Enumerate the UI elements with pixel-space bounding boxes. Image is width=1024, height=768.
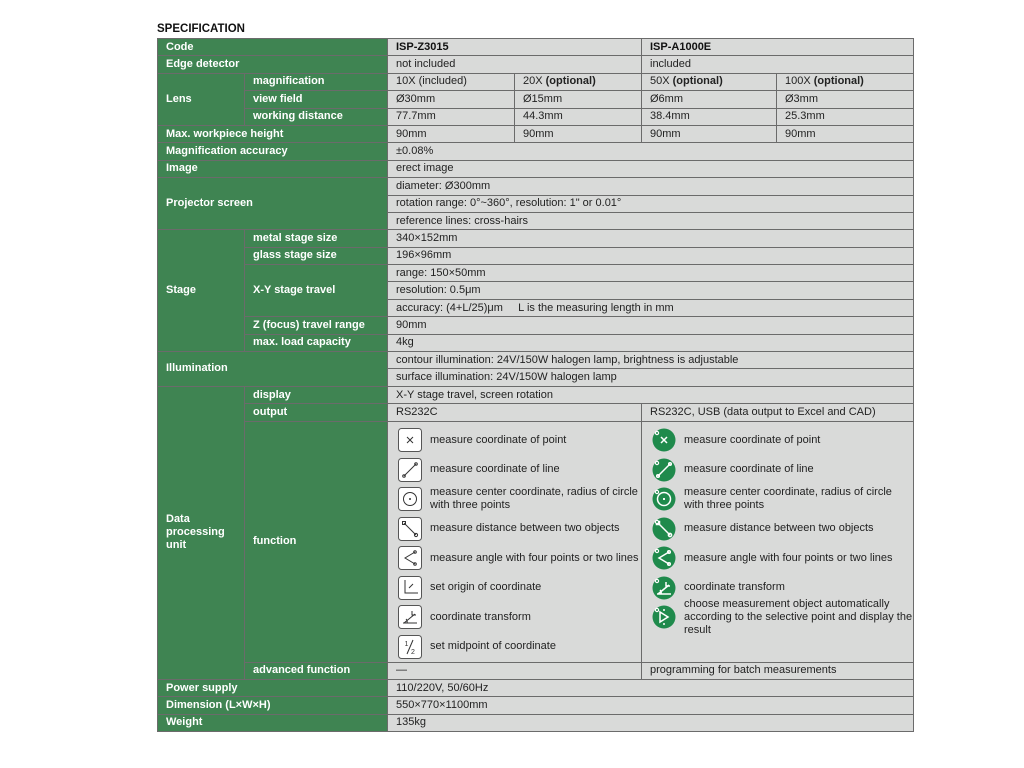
model-b-name: ISP-A1000E xyxy=(642,39,914,56)
function-label: set midpoint of coordinate xyxy=(430,640,556,653)
circle-icon xyxy=(652,487,676,511)
stage-metal-row xyxy=(158,230,914,247)
function-label: measure coordinate of line xyxy=(684,463,814,476)
output-a: RS232C xyxy=(388,404,642,421)
sub-label-working-distance: working distance xyxy=(245,108,388,125)
function-item xyxy=(398,573,641,603)
weight-row xyxy=(158,714,914,731)
stage-xy-row-1 xyxy=(158,265,914,282)
function-item xyxy=(398,514,641,544)
group-label-lens: Lens xyxy=(158,73,245,125)
transform-icon xyxy=(398,605,422,629)
lens-value: 44.3mm xyxy=(515,108,642,125)
row-label-edge-detector: Edge detector xyxy=(158,56,388,73)
angle-icon xyxy=(398,546,422,570)
metal-stage-value: 340×152mm xyxy=(388,230,914,247)
row-label-mag-accuracy: Magnification accuracy xyxy=(158,143,388,160)
function-label: measure coordinate of line xyxy=(430,463,560,476)
xy-travel-value: accuracy: (4+L/25)μm L is the measuring length in mm xyxy=(388,299,914,316)
sub-label-glass-stage: glass stage size xyxy=(245,247,388,264)
function-item xyxy=(398,485,641,515)
mag-accuracy-value: ±0.08% xyxy=(388,143,914,160)
origin-icon xyxy=(398,576,422,600)
max-height-row xyxy=(158,125,914,142)
power-value: 110/220V, 50/60Hz xyxy=(388,679,914,696)
sub-label-z-travel: Z (focus) travel range xyxy=(245,317,388,334)
function-label: choose measurement object automatically according to the selective point and display the result xyxy=(684,597,913,636)
projector-value: rotation range: 0°~360°, resolution: 1" or 0.01° xyxy=(388,195,914,212)
illumination-row-1 xyxy=(158,352,914,369)
row-label-code: Code xyxy=(158,39,388,56)
function-label: measure coordinate of point xyxy=(684,433,821,446)
sub-label-view-field: view field xyxy=(245,91,388,108)
mag-accuracy-row xyxy=(158,143,914,160)
transform-icon xyxy=(652,576,676,600)
projector-row-1 xyxy=(158,178,914,195)
function-item xyxy=(652,455,913,485)
sub-label-function: function xyxy=(245,421,388,662)
z-travel-value: 90mm xyxy=(388,317,914,334)
point-icon xyxy=(652,428,676,452)
svg-text:1: 1 xyxy=(404,640,409,648)
line-icon xyxy=(398,458,422,482)
midpoint-icon xyxy=(398,635,422,659)
dimension-row xyxy=(158,697,914,714)
advanced-b: programming for batch measurements xyxy=(642,662,914,679)
max-height-value: 90mm xyxy=(515,125,642,142)
row-label-illumination: Illumination xyxy=(158,352,388,387)
row-label-weight: Weight xyxy=(158,714,388,731)
group-label-stage: Stage xyxy=(158,230,245,352)
function-item xyxy=(652,426,913,456)
max-height-value: 90mm xyxy=(777,125,914,142)
max-height-value: 90mm xyxy=(388,125,515,142)
row-label-power-supply: Power supply xyxy=(158,679,388,696)
function-item xyxy=(652,597,913,636)
function-label: measure angle with four points or two lines xyxy=(684,551,893,564)
lens-working-distance-row xyxy=(158,108,914,125)
max-load-value: 4kg xyxy=(388,334,914,351)
edge-detector-row xyxy=(158,56,914,73)
sub-label-metal-stage: metal stage size xyxy=(245,230,388,247)
specification-table xyxy=(157,38,914,732)
row-label-max-height: Max. workpiece height xyxy=(158,125,388,142)
dimension-value: 550×770×1100mm xyxy=(388,697,914,714)
point-icon xyxy=(398,428,422,452)
group-label-data-processing-unit: Data processing unit xyxy=(158,386,245,679)
edge-detector-a: not included xyxy=(388,56,642,73)
illumination-value: surface illumination: 24V/150W halogen lamp xyxy=(388,369,914,386)
power-row xyxy=(158,679,914,696)
display-value: X-Y stage travel, screen rotation xyxy=(388,386,914,403)
function-list-b-cell xyxy=(642,421,914,662)
lens-value: 20X (optional) xyxy=(515,73,642,90)
function-item xyxy=(652,544,913,574)
lens-value: Ø6mm xyxy=(642,91,777,108)
edge-detector-b: included xyxy=(642,56,914,73)
document-title: SPECIFICATION xyxy=(157,23,245,35)
lens-value: Ø3mm xyxy=(777,91,914,108)
dpu-display-row xyxy=(158,386,914,403)
function-label: measure angle with four points or two lines xyxy=(430,551,639,564)
row-label-dimension: Dimension (L×W×H) xyxy=(158,697,388,714)
sub-label-display: display xyxy=(245,386,388,403)
max-height-value: 90mm xyxy=(642,125,777,142)
sub-label-max-load: max. load capacity xyxy=(245,334,388,351)
illumination-value: contour illumination: 24V/150W halogen lamp, brightness is adjustable xyxy=(388,352,914,369)
sub-label-xy-travel: X-Y stage travel xyxy=(245,265,388,317)
angle-icon xyxy=(652,546,676,570)
row-label-projector-screen: Projector screen xyxy=(158,178,388,230)
function-label: measure center coordinate, radius of circle with three points xyxy=(430,486,638,512)
header-row xyxy=(158,39,914,56)
function-label: measure distance between two objects xyxy=(430,522,620,535)
function-label: set origin of coordinate xyxy=(430,581,542,594)
sub-label-output: output xyxy=(245,404,388,421)
circle-icon xyxy=(398,487,422,511)
xy-travel-value: resolution: 0.5μm xyxy=(388,282,914,299)
lens-value: Ø15mm xyxy=(515,91,642,108)
image-row xyxy=(158,160,914,177)
svg-text:2: 2 xyxy=(411,648,415,656)
function-label: measure center coordinate, radius of circle with three points xyxy=(684,486,892,512)
function-item xyxy=(398,544,641,574)
lens-view-field-row xyxy=(158,91,914,108)
auto-select-icon xyxy=(652,605,676,629)
function-list-a-cell xyxy=(388,421,642,662)
lens-value: 10X (included) xyxy=(388,73,515,90)
function-item xyxy=(398,455,641,485)
projector-value: reference lines: cross-hairs xyxy=(388,212,914,229)
xy-travel-value: range: 150×50mm xyxy=(388,265,914,282)
function-label: measure coordinate of point xyxy=(430,433,567,446)
weight-value: 135kg xyxy=(388,714,914,731)
line-icon xyxy=(652,458,676,482)
row-label-image: Image xyxy=(158,160,388,177)
function-label: measure distance between two objects xyxy=(684,522,874,535)
projector-value: diameter: Ø300mm xyxy=(388,178,914,195)
function-item xyxy=(652,514,913,544)
stage-load-row xyxy=(158,334,914,351)
function-item xyxy=(398,426,641,456)
lens-value: 38.4mm xyxy=(642,108,777,125)
stage-z-row xyxy=(158,317,914,334)
model-a-name: ISP-Z3015 xyxy=(388,39,642,56)
lens-value: 25.3mm xyxy=(777,108,914,125)
glass-stage-value: 196×96mm xyxy=(388,247,914,264)
stage-glass-row xyxy=(158,247,914,264)
function-label: coordinate transform xyxy=(684,581,785,594)
image-value: erect image xyxy=(388,160,914,177)
lens-value: 77.7mm xyxy=(388,108,515,125)
dpu-output-row xyxy=(158,404,914,421)
dpu-function-row xyxy=(158,421,914,662)
lens-value: Ø30mm xyxy=(388,91,515,108)
dpu-advanced-row xyxy=(158,662,914,679)
distance-icon xyxy=(398,517,422,541)
lens-value: 100X (optional) xyxy=(777,73,914,90)
advanced-a: — xyxy=(388,662,642,679)
lens-value: 50X (optional) xyxy=(642,73,777,90)
distance-icon xyxy=(652,517,676,541)
function-list-a xyxy=(388,422,641,662)
function-item xyxy=(398,603,641,633)
output-b: RS232C, USB (data output to Excel and CAD) xyxy=(642,404,914,421)
function-label: coordinate transform xyxy=(430,610,531,623)
sub-label-advanced-function: advanced function xyxy=(245,662,388,679)
sub-label-magnification: magnification xyxy=(245,73,388,90)
function-item xyxy=(652,485,913,515)
lens-magnification-row xyxy=(158,73,914,90)
function-list-b xyxy=(642,422,913,636)
function-item xyxy=(398,632,641,662)
